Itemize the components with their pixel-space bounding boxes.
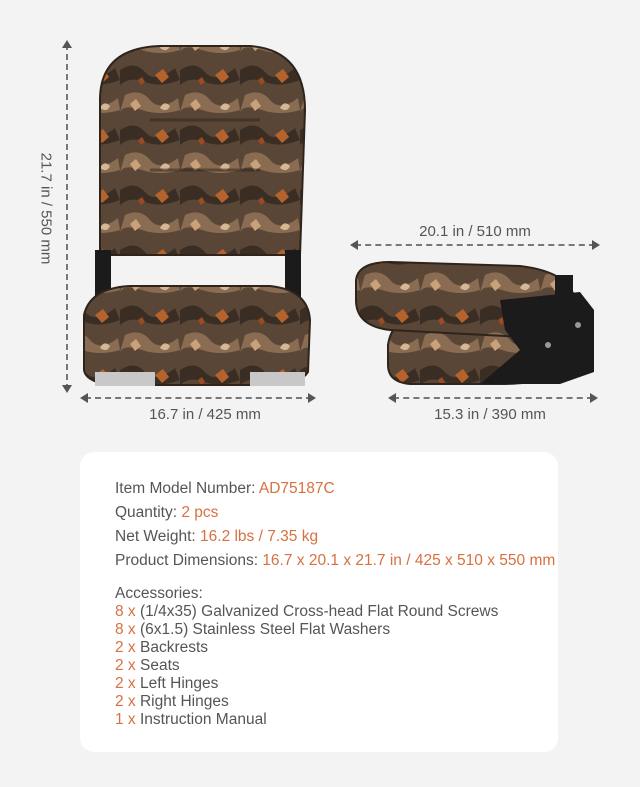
accessory-item [115,603,498,621]
accessory-name: Backrests [139,639,209,656]
accessory-name: Instruction Manual [139,711,267,728]
quantity-value: 2 pcs [181,504,219,521]
accessory-item [115,711,267,729]
accessory-item [115,693,229,711]
accessory-item [115,621,390,639]
quantity-row [115,504,218,522]
folded-depth-dimension-line [393,397,593,399]
accessory-qty: 1 x [115,711,140,728]
product-dimensions-row [115,552,555,570]
accessory-item [115,675,218,693]
accessory-qty: 2 x [115,657,140,674]
net-weight-label: Net Weight: [115,528,201,545]
accessory-qty: 2 x [115,693,140,710]
model-number-label: Item Model Number: [115,480,259,497]
folded-length-label: 20.1 in / 510 mm [419,223,531,240]
accessory-name: (6x1.5) Stainless Steel Flat Washers [139,621,391,638]
accessory-qty: 8 x [115,621,140,638]
quantity-label: Quantity: [115,504,182,521]
model-number-row [115,480,335,498]
arrow-left-icon [388,393,396,403]
accessories-title: Accessories: [115,585,203,602]
height-dimension-label: 21.7 in / 550 mm [37,152,55,265]
accessory-name: Left Hinges [139,675,219,692]
accessory-qty: 2 x [115,675,140,692]
spec-card [80,452,558,752]
accessory-name: Seats [139,657,180,674]
folded-depth-label: 15.3 in / 390 mm [434,406,546,423]
net-weight-row [115,528,318,546]
accessory-qty: 2 x [115,639,140,656]
net-weight-value: 16.2 lbs / 7.35 kg [200,528,319,545]
accessory-qty: 8 x [115,603,140,620]
accessory-name: Right Hinges [139,693,229,710]
accessory-name: (1/4x35) Galvanized Cross-head Flat Round Screws [139,603,499,620]
product-dimensions-value: 16.7 x 20.1 x 21.7 in / 425 x 510 x 550 mm [262,552,556,569]
arrow-right-icon [590,393,598,403]
accessory-item [115,657,180,675]
accessory-item [115,639,208,657]
model-number-value: AD75187C [258,480,335,497]
seat-width-label: 16.7 in / 425 mm [149,406,261,423]
product-dimensions-label: Product Dimensions: [115,552,263,569]
